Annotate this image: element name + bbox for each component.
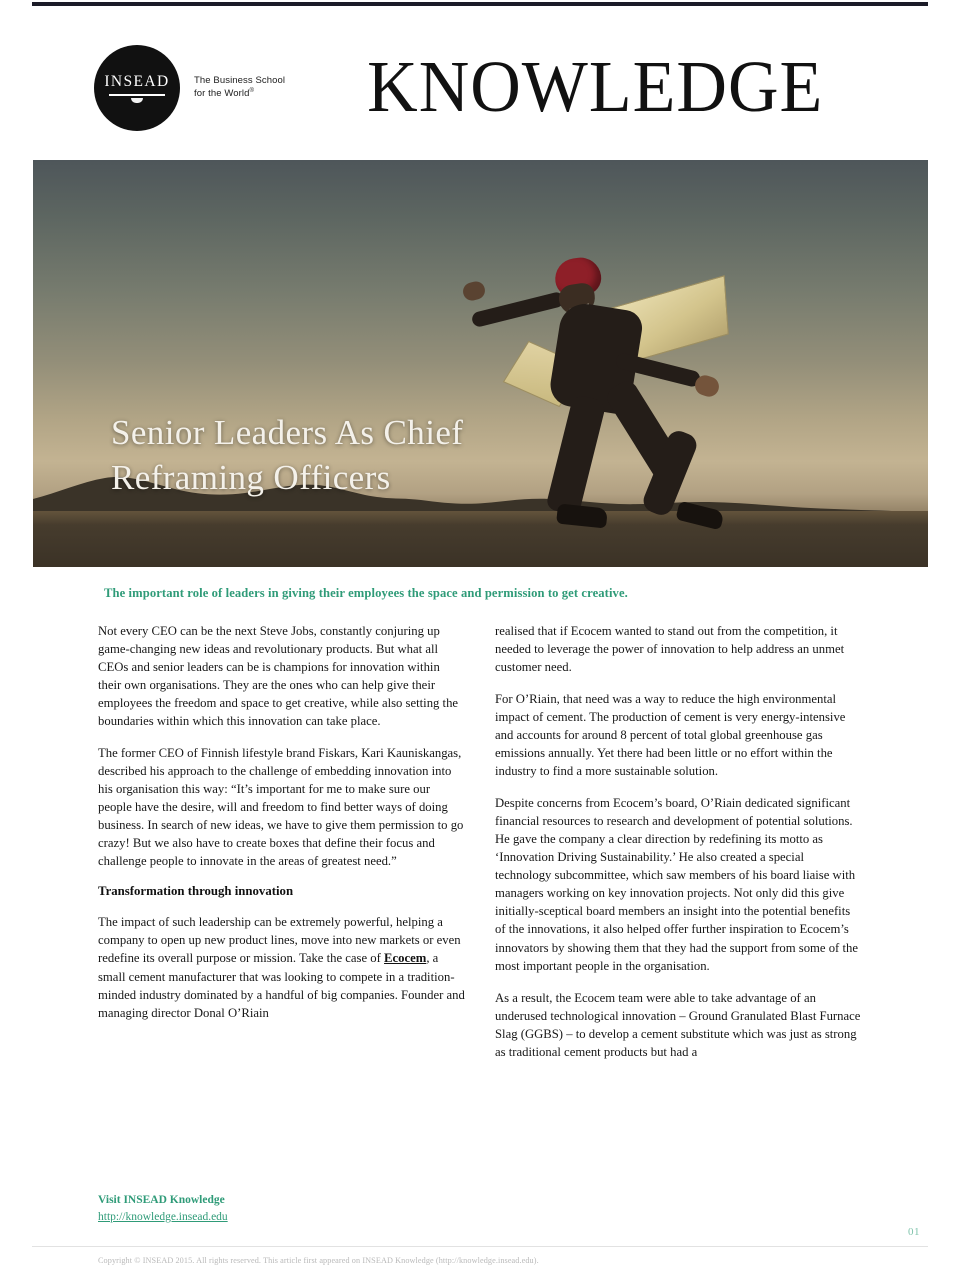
visit-block bbox=[98, 1192, 438, 1227]
article-title-line-1: Senior Leaders As Chief bbox=[111, 413, 464, 453]
paragraph: As a result, the Ecocem team were able to take advantage of an underused technological innovation – Ground Granulated Blast Furnace Slag (GGBS) – to develop a cement substitute which was just as strong as traditional cement products but had a bbox=[495, 990, 861, 1059]
registered-mark-icon: ® bbox=[249, 88, 255, 95]
hero-image bbox=[33, 160, 928, 567]
paragraph: For O’Riain, that need was a way to reduce the high environmental impact of cement. The production of cement is very energy-intensive and accounts for around 8 percent of total global greenhouse gas emissions annually. Yet there had been little or no effort within the industry to find a more sustainable solution. bbox=[495, 692, 846, 779]
insead-logo[interactable] bbox=[94, 45, 285, 131]
insead-tagline bbox=[194, 75, 285, 102]
paragraph-text-after-link: , a small cement manufacturer that was looking to compete in a tradition-minded industry dominated by a handful of big companies. Founder and managing director Donal O’Riain bbox=[98, 951, 465, 1020]
paragraph: realised that if Ecocem wanted to stand out from the competition, it needed to leverage the power of innovation to help address an unmet customer need. bbox=[495, 624, 845, 675]
insead-knowledge-url-link[interactable]: http://knowledge.insead.edu bbox=[98, 1211, 228, 1224]
footer-copyright: Copyright © INSEAD 2015. All rights reserved. This article first appeared on INSEAD Knowledge (http://knowledge.insead.edu). bbox=[98, 1256, 539, 1265]
right-column bbox=[495, 622, 862, 1192]
runner-back-arm bbox=[471, 291, 566, 328]
footer-divider-rule bbox=[32, 1246, 928, 1247]
paragraph-with-link bbox=[98, 913, 465, 1021]
paragraph: Not every CEO can be the next Steve Jobs, constantly conjuring up game-changing new ideas and revolutionary products. But what all CEOs and senior leaders can be is champions for innovation within their own organisations. They are the ones who can help give their employees the freedom and space to get creative, while also setting the boundaries within which this innovation can take place. bbox=[98, 624, 459, 729]
runner-fist bbox=[461, 280, 487, 303]
tagline-line-1: The Business School bbox=[194, 74, 286, 86]
publication-title: KNOWLEDGE bbox=[367, 47, 824, 128]
visit-label: Visit INSEAD Knowledge bbox=[98, 1194, 225, 1206]
article-title-line-2: Reframing Officers bbox=[111, 458, 391, 498]
runner-back-shoe bbox=[675, 501, 724, 531]
insead-logo-wordmark: INSEAD bbox=[104, 72, 170, 90]
paragraph: The former CEO of Finnish lifestyle brand Fiskars, Kari Kauniskangas, described his approach to the challenge of embedding innovation into his organisation this way: “It’s important for me to make sure our people have the desire, will and freedom to find better ways of doing business. In search of new ideas, we have to give them permission to go crazy! But we also have to create boxes that define their focus and challenge people to innovate in the areas of greatest need.” bbox=[98, 746, 464, 869]
tagline-line-2: for the World bbox=[194, 88, 250, 100]
ecocem-link[interactable]: Ecocem bbox=[384, 951, 427, 966]
section-heading: Transformation through innovation bbox=[98, 884, 294, 899]
page-number: 01 bbox=[908, 1226, 920, 1238]
left-column bbox=[98, 622, 465, 1192]
article-title bbox=[111, 411, 463, 501]
article-standfirst: The important role of leaders in giving their employees the space and permission to get creative. bbox=[104, 586, 628, 600]
insead-logo-circle-icon bbox=[94, 45, 180, 131]
insead-logo-swoosh-icon bbox=[131, 98, 143, 103]
masthead bbox=[32, 26, 928, 150]
paragraph: Despite concerns from Ecocem’s board, O’Riain dedicated significant financial resources to research and development of potential solutions. He gave the company a clear direction by redefining its motto as ‘Innovation Driving Sustainability.’ He also created a special technology subcommittee, which saw members of his board liaise with managers working on key innovation projects. Not only did this give initially-sceptical board members an insight into the potential benefits of the innovations, it also helped offer further inspiration to Ecocem’s innovators by showing them that they had the support from some of the most important people in the organisation. bbox=[495, 796, 858, 973]
insead-logo-underline bbox=[109, 94, 165, 96]
runner-front-leg bbox=[545, 394, 607, 517]
leaping-businessman-illustration bbox=[463, 258, 763, 558]
article-body bbox=[98, 622, 862, 1192]
paragraph-text-before-link: The impact of such leadership can be extremely powerful, helping a company to open up new product lines, move into new markets or even redefine its overall purpose or mission. Take the case of bbox=[98, 915, 461, 966]
runner-front-shoe bbox=[556, 503, 608, 528]
top-divider-rule bbox=[32, 2, 928, 6]
